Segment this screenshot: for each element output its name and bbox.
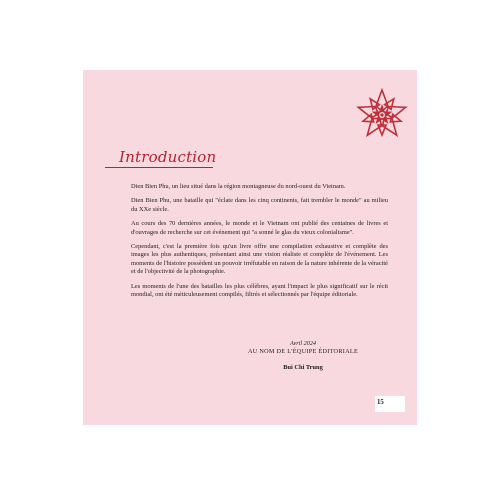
- editorial-team-line: AU NOM DE L'ÉQUIPE ÉDITORIALE: [247, 348, 359, 355]
- title-underline: [105, 167, 213, 168]
- star-emblem-icon: [355, 88, 409, 142]
- page-number: 15: [377, 399, 384, 406]
- book-page: [83, 70, 417, 425]
- signoff-date: Avril 2024: [290, 340, 316, 347]
- page-number-box: [375, 396, 405, 412]
- paragraph: Dien Bien Phu, un lieu situé dans la région montagneuse du nord-ouest du Vietnam.: [131, 183, 346, 190]
- author-name: Bui Chi Trung: [283, 364, 323, 371]
- signature-block: [243, 340, 363, 372]
- paragraph: Cependant, c'est la première fois qu'un livre offre une compilation exhaustive et complète des images les plus authentiques, présentant ainsi une vision réaliste et complète de l'événement. Les moments de l'histoire possèdent un pouvoir irréfutable en raison de la nature inhérente de la véracité et de l'objectivité de la photographie.: [131, 243, 388, 276]
- paragraph: Au cours des 70 dernières années, le monde et le Vietnam ont publié des centaines de livres et d'ouvrages de recherche sur cet événement qui "a sonné le glas du vieux colonialisme".: [131, 220, 388, 236]
- paragraph: Dien Bien Phu, une bataille qui "éclate dans les cinq continents, fait trembler le monde" au milieu du XXe siècle.: [131, 197, 388, 213]
- intro-text: [131, 183, 388, 305]
- paragraph: Les moments de l'une des batailles les plus célèbres, ayant l'impact le plus significatif sur le récit mondial, ont été méticuleusement compilés, filtrés et sélectionnés par l'équipe éditoriale.: [131, 282, 388, 299]
- page-title: Introduction: [119, 148, 217, 166]
